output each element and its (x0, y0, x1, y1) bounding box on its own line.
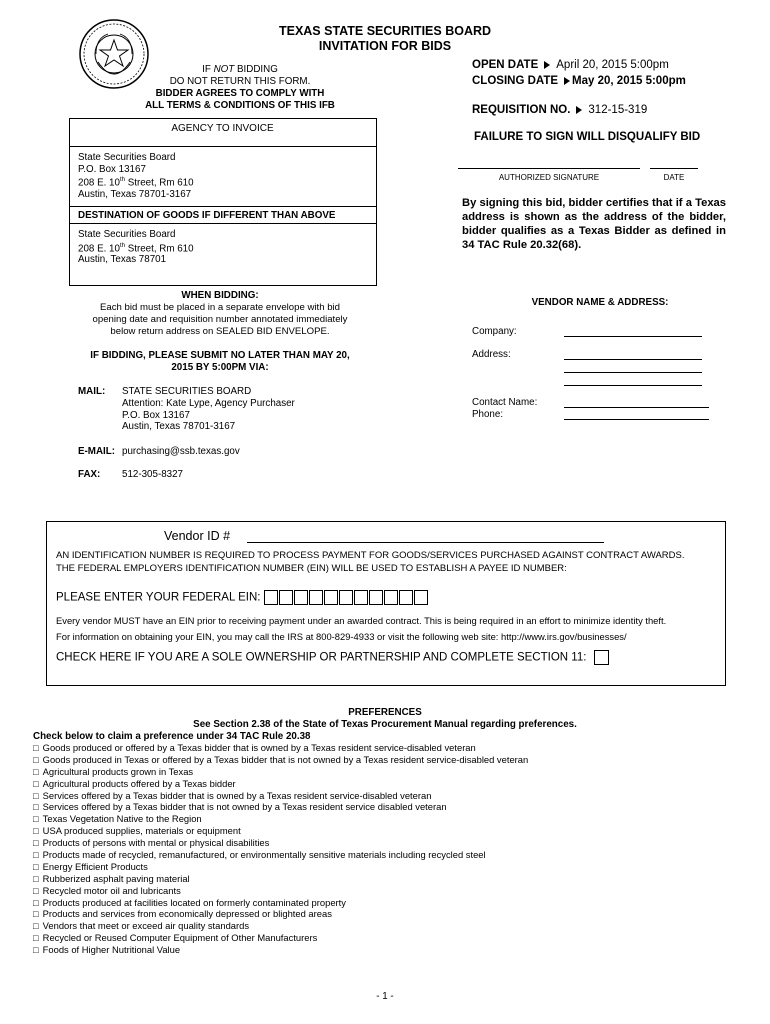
mail-label: MAIL: (78, 386, 106, 397)
preference-label: Products produced at facilities located on formerly contaminated property (42, 896, 346, 908)
page-title: TEXAS STATE SECURITIES BOARD (278, 24, 492, 38)
phone-field[interactable] (564, 419, 709, 420)
email-value[interactable]: purchasing@ssb.texas.gov (122, 446, 240, 457)
closing-date: CLOSING DATE May 20, 2015 5:00pm (472, 75, 686, 87)
preference-label: Recycled or Reused Computer Equipment of Other Manufacturers (42, 932, 318, 944)
preferences-subtitle: See Section 2.38 of the State of Texas Procurement Manual regarding preferences. (193, 719, 577, 730)
preference-item[interactable] (33, 742, 528, 754)
preference-label: USA produced supplies, materials or equipment (42, 825, 241, 837)
preference-item[interactable] (33, 885, 528, 897)
authorized-signature-label: AUTHORIZED SIGNATURE (498, 173, 600, 182)
preference-item[interactable] (33, 837, 528, 849)
agrees-line-2: ALL TERMS & CONDITIONS OF THIS IFB (145, 100, 335, 111)
ein-notice: AN IDENTIFICATION NUMBER IS REQUIRED TO PROCESS PAYMENT FOR GOODS/SERVICES PURCHASED AGAINST CONTRACT AWARDS. THE FEDERAL EMPLOYERS IDENTIFICATION NUMBER (EIN) WILL BE USED TO ESTABLISH A PAYEE ID NUMBER: (56, 550, 685, 574)
preference-checkbox[interactable]: □ (33, 872, 39, 884)
sole-ownership: CHECK HERE IF YOU ARE A SOLE OWNERSHIP OR PARTNERSHIP AND COMPLETE SECTION 11: (56, 650, 612, 665)
ein-digit-box[interactable] (339, 590, 353, 605)
preference-label: Energy Efficient Products (42, 860, 148, 872)
submit-deadline: IF BIDDING, PLEASE SUBMIT NO LATER THAN MAY 20, 2015 BY 5:00PM VIA: (90, 350, 350, 373)
preference-item[interactable] (33, 754, 528, 766)
do-not-return: DO NOT RETURN THIS FORM. (169, 76, 311, 87)
page-number: - 1 - (376, 991, 394, 1002)
preference-checkbox[interactable]: □ (33, 896, 39, 908)
preference-item[interactable] (33, 790, 528, 802)
agrees-line-1: BIDDER AGREES TO COMPLY WITH (155, 88, 325, 99)
preference-checkbox[interactable]: □ (33, 753, 39, 765)
ein-digit-box[interactable] (279, 590, 293, 605)
preference-label: Vendors that meet or exceed air quality standards (42, 920, 250, 932)
invoice-address: State Securities Board P.O. Box 13167 208 E. 10th Street, Rm 610 Austin, Texas 78701-3167 (78, 152, 194, 201)
ein-digit-box[interactable] (399, 590, 413, 605)
preference-checkbox[interactable]: □ (33, 932, 39, 944)
check-below: Check below to claim a preference under 34 TAC Rule 20.38 (33, 731, 311, 742)
if-not-bidding: IF NOT BIDDING (202, 64, 278, 75)
requisition-number: REQUISITION NO. 312-15-319 (472, 104, 648, 116)
fax-label: FAX: (78, 469, 101, 480)
ein-entry: PLEASE ENTER YOUR FEDERAL EIN: (56, 590, 429, 605)
ein-note-2: For information on obtaining your EIN, you may call the IRS at 800-829-4933 or visit the following web site: http://www.irs.gov/businesses/ (56, 631, 627, 642)
preference-checkbox[interactable]: □ (33, 765, 39, 777)
irs-link[interactable]: http://www.irs.gov/businesses/ (501, 631, 627, 642)
phone-label: Phone: (472, 409, 504, 420)
date-line[interactable] (650, 168, 698, 169)
preference-label: Products and services from economically depressed or blighted areas (42, 908, 332, 920)
vendor-id-label: Vendor ID # (164, 529, 231, 543)
ein-digit-box[interactable] (309, 590, 323, 605)
ein-digit-box[interactable] (369, 590, 383, 605)
preference-item[interactable] (33, 944, 528, 956)
preference-checkbox[interactable]: □ (33, 920, 39, 932)
preference-label: Texas Vegetation Native to the Region (42, 813, 202, 825)
preference-item[interactable] (33, 861, 528, 873)
contact-name-field[interactable] (564, 407, 709, 408)
preference-label: Services offered by a Texas bidder that is owned by a Texas resident service-disabled veteran (42, 789, 432, 801)
ein-digit-box[interactable] (294, 590, 308, 605)
preference-checkbox[interactable]: □ (33, 777, 39, 789)
ein-note-1: Every vendor MUST have an EIN prior to receiving payment under an awarded contract. This is being required in an effort to minimize identity theft. (56, 615, 667, 626)
address-label: Address: (472, 349, 511, 360)
vendor-id-field[interactable] (247, 542, 604, 543)
open-date: OPEN DATE April 20, 2015 5:00pm (472, 59, 669, 71)
sole-ownership-checkbox[interactable] (594, 650, 609, 665)
ein-digit-boxes[interactable] (264, 590, 429, 605)
preference-label: Rubberized asphalt paving material (42, 872, 190, 884)
preference-checkbox[interactable]: □ (33, 849, 39, 861)
fax-value: 512-305-8327 (122, 469, 184, 480)
page-subtitle: INVITATION FOR BIDS (318, 39, 452, 53)
destination-address: State Securities Board 208 E. 10th Street, Rm 610 Austin, Texas 78701 (78, 229, 194, 266)
preference-label: Goods produced or offered by a Texas bidder that is owned by a Texas resident service-disabled veteran (42, 742, 476, 753)
preference-checkbox[interactable]: □ (33, 742, 39, 753)
preference-item[interactable] (33, 932, 528, 944)
preference-checkbox[interactable]: □ (33, 801, 39, 813)
agency-to-invoice-header: AGENCY TO INVOICE (171, 123, 274, 134)
preferences-list (33, 742, 528, 956)
ein-digit-box[interactable] (414, 590, 428, 605)
preference-checkbox[interactable]: □ (33, 813, 39, 825)
preference-item[interactable] (33, 920, 528, 932)
date-label: DATE (663, 173, 685, 182)
ein-digit-box[interactable] (324, 590, 338, 605)
signature-line[interactable] (458, 168, 640, 169)
preference-label: Foods of Higher Nutritional Value (42, 944, 181, 956)
contact-name-label: Contact Name: (472, 397, 538, 408)
preference-label: Products of persons with mental or physical disabilities (42, 837, 270, 849)
ein-digit-box[interactable] (384, 590, 398, 605)
when-bidding-title: WHEN BIDDING: (181, 290, 259, 301)
preference-checkbox[interactable]: □ (33, 860, 39, 872)
ein-digit-box[interactable] (354, 590, 368, 605)
preference-item[interactable] (33, 908, 528, 920)
preference-label: Products made of recycled, remanufactured, or environmentally sensitive materials including recycled steel (42, 849, 486, 861)
preference-checkbox[interactable]: □ (33, 944, 39, 956)
address-field-1[interactable] (564, 359, 702, 360)
when-bidding-instructions: Each bid must be placed in a separate envelope with bid opening date and requisition number annotated immediately below return address on SEALED BID ENVELOPE. (92, 302, 348, 337)
company-label: Company: (472, 326, 517, 337)
preference-checkbox[interactable]: □ (33, 825, 39, 837)
email-label: E-MAIL: (78, 446, 116, 457)
preference-label: Goods produced in Texas or offered by a Texas bidder that is not owned by a Texas resident service-disabled veteran (42, 753, 529, 765)
address-field-3[interactable] (564, 385, 702, 386)
destination-header: DESTINATION OF GOODS IF DIFFERENT THAN ABOVE (78, 210, 336, 221)
preferences-title: PREFERENCES (348, 707, 422, 718)
mail-address: STATE SECURITIES BOARD Attention: Kate Lype, Agency Purchaser P.O. Box 13167 Austin, Texas 78701-3167 (122, 386, 295, 433)
failure-notice: FAILURE TO SIGN WILL DISQUALIFY BID (474, 131, 701, 143)
preference-item[interactable] (33, 766, 528, 778)
preference-label: Services offered by a Texas bidder that is not owned by a Texas resident service disabled veteran (42, 801, 447, 813)
preference-item[interactable] (33, 801, 528, 813)
preference-label: Recycled motor oil and lubricants (42, 884, 181, 896)
preference-label: Agricultural products grown in Texas (42, 765, 194, 777)
preference-checkbox[interactable]: □ (33, 908, 39, 920)
preference-checkbox[interactable]: □ (33, 884, 39, 896)
preference-label: Agricultural products offered by a Texas bidder (42, 777, 236, 789)
preference-item[interactable] (33, 873, 528, 885)
vendor-title: VENDOR NAME & ADDRESS: (531, 297, 669, 308)
preference-checkbox[interactable]: □ (33, 837, 39, 849)
preference-item[interactable] (33, 825, 528, 837)
preference-item[interactable] (33, 897, 528, 909)
preference-checkbox[interactable]: □ (33, 789, 39, 801)
company-field[interactable] (564, 336, 702, 337)
preference-item[interactable] (33, 849, 528, 861)
certification-text: By signing this bid, bidder certifies that if a Texas address is shown as the address of the bidder, bidder qualifies as a Texas Bidder as defined in 34 TAC Rule 20.32(68). (462, 197, 726, 251)
preference-item[interactable] (33, 813, 528, 825)
ein-digit-box[interactable] (264, 590, 278, 605)
preference-item[interactable] (33, 778, 528, 790)
address-field-2[interactable] (564, 372, 702, 373)
